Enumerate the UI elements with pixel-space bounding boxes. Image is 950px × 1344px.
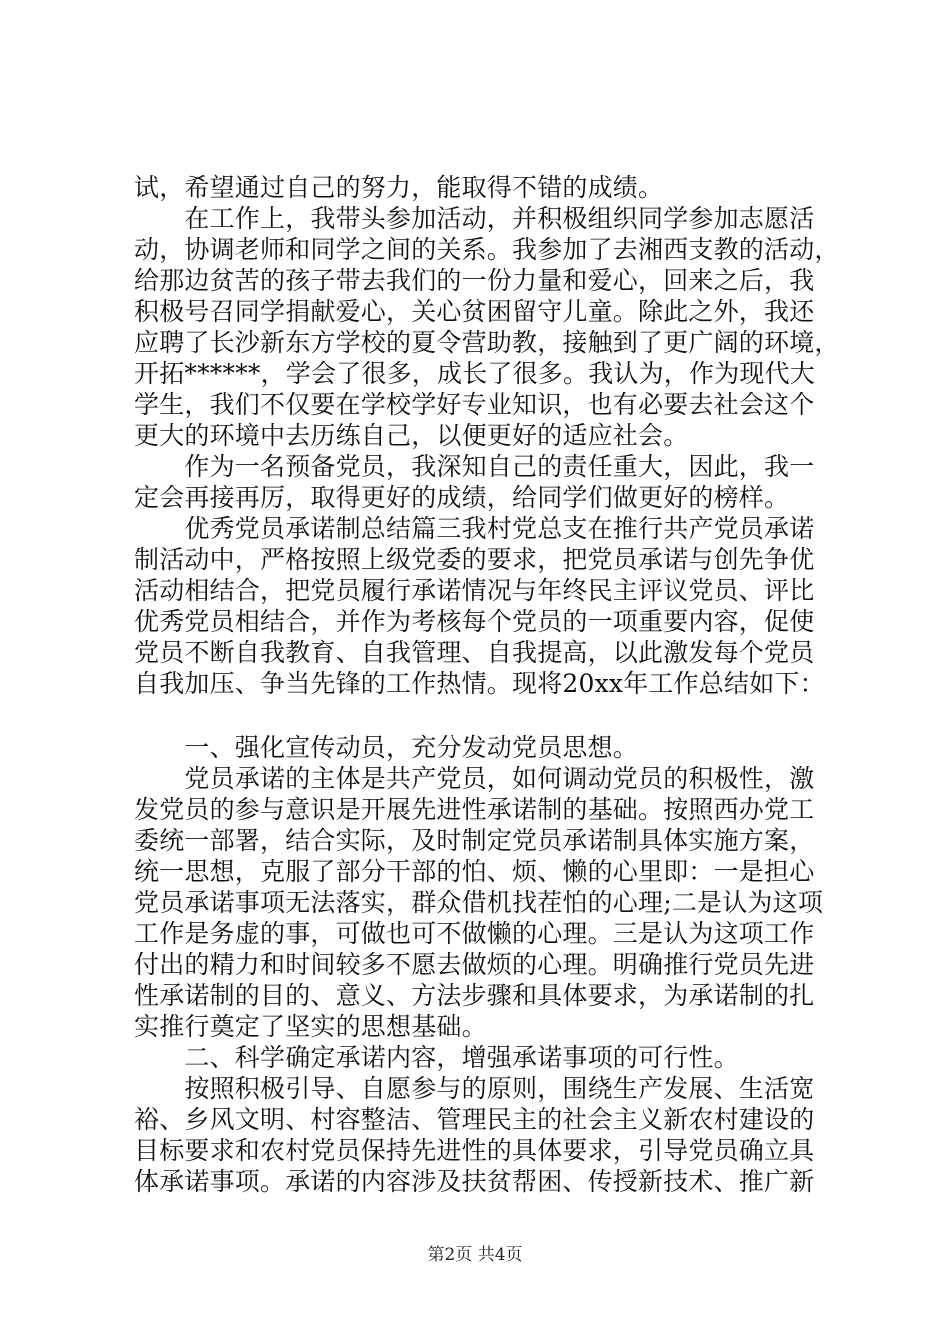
text-line: 学生，我们不仅要在学校学好专业知识，也有必要去社会这个 xyxy=(134,390,815,419)
text-line: 党员承诺的主体是共产党员，如何调动党员的积极性，激 xyxy=(134,764,815,793)
text-line: 更大的环境中去历练自己，以便更好的适应社会。 xyxy=(134,421,689,450)
text-line: 开拓******，学会了很多，成长了很多。我认为，作为现代大 xyxy=(134,359,816,388)
text-line: 目标要求和农村党员保持先进性的具体要求，引导党员确立具 xyxy=(134,1136,815,1165)
section-heading: 二、科学确定承诺内容，增强承诺事项的可行性。 xyxy=(134,1043,739,1072)
text-line: 工作是务虚的事，可做也可不做懒的心理。三是认为这项工作 xyxy=(134,919,815,948)
text-line: 活动相结合，把党员履行承诺情况与年终民主评议党员、评比 xyxy=(134,576,815,605)
text-line: 付出的精力和时间较多不愿去做烦的心理。明确推行党员先进 xyxy=(134,950,815,979)
text-line: 动，协调老师和同学之间的关系。我参加了去湘西支教的活动， xyxy=(134,235,840,264)
text-line: 党员承诺事项无法落实，群众借机找茬怕的心理;二是认为这项 xyxy=(134,888,824,917)
section-heading: 一、强化宣传动员，充分发动党员思想。 xyxy=(134,733,639,762)
text-line: 积极号召同学捐献爱心，关心贫困留守儿童。除此之外，我还 xyxy=(134,297,815,326)
text-line: 委统一部署，结合实际，及时制定党员承诺制具体实施方案， xyxy=(134,826,815,855)
text-line: 按照积极引导、自愿参与的原则，围绕生产发展、生活宽 xyxy=(134,1074,815,1103)
text-line: 体承诺事项。承诺的内容涉及扶贫帮困、传授新技术、推广新 xyxy=(134,1167,815,1196)
text-line: 发党员的参与意识是开展先进性承诺制的基础。按照西办党工 xyxy=(134,795,815,824)
text-line: 性承诺制的目的、意义、方法步骤和具体要求，为承诺制的扎 xyxy=(134,981,815,1010)
page-number-footer: 第2页 共4页 xyxy=(427,1245,523,1265)
text-line: 优秀党员相结合，并作为考核每个党员的一项重要内容，促使 xyxy=(134,607,815,636)
text-line: 党员不断自我教育、自我管理、自我提高，以此激发每个党员 xyxy=(134,638,815,667)
text-line: 裕、乡风文明、村容整洁、管理民主的社会主义新农村建设的 xyxy=(134,1105,815,1134)
text-line: 试，希望通过自己的努力，能取得不错的成绩。 xyxy=(134,173,664,202)
text-line: 在工作上，我带头参加活动，并积极组织同学参加志愿活 xyxy=(134,204,815,233)
text-line: 自我加压、争当先锋的工作热情。现将20xx年工作总结如下： xyxy=(134,669,825,698)
text-line: 统一思想，克服了部分干部的怕、烦、懒的心里即：一是担心 xyxy=(134,857,815,886)
text-line: 优秀党员承诺制总结篇三我村党总支在推行共产党员承诺 xyxy=(134,514,815,543)
text-line: 定会再接再厉，取得更好的成绩，给同学们做更好的榜样。 xyxy=(134,483,790,512)
text-line: 实推行奠定了坚实的思想基础。 xyxy=(134,1012,487,1041)
text-line: 给那边贫苦的孩子带去我们的一份力量和爱心，回来之后，我 xyxy=(134,266,815,295)
text-line: 制活动中，严格按照上级党委的要求，把党员承诺与创先争优 xyxy=(134,545,815,574)
text-line: 作为一名预备党员，我深知自己的责任重大，因此，我一 xyxy=(134,452,815,481)
text-line: 应聘了长沙新东方学校的夏令营助教，接触到了更广阔的环境， xyxy=(134,328,840,357)
